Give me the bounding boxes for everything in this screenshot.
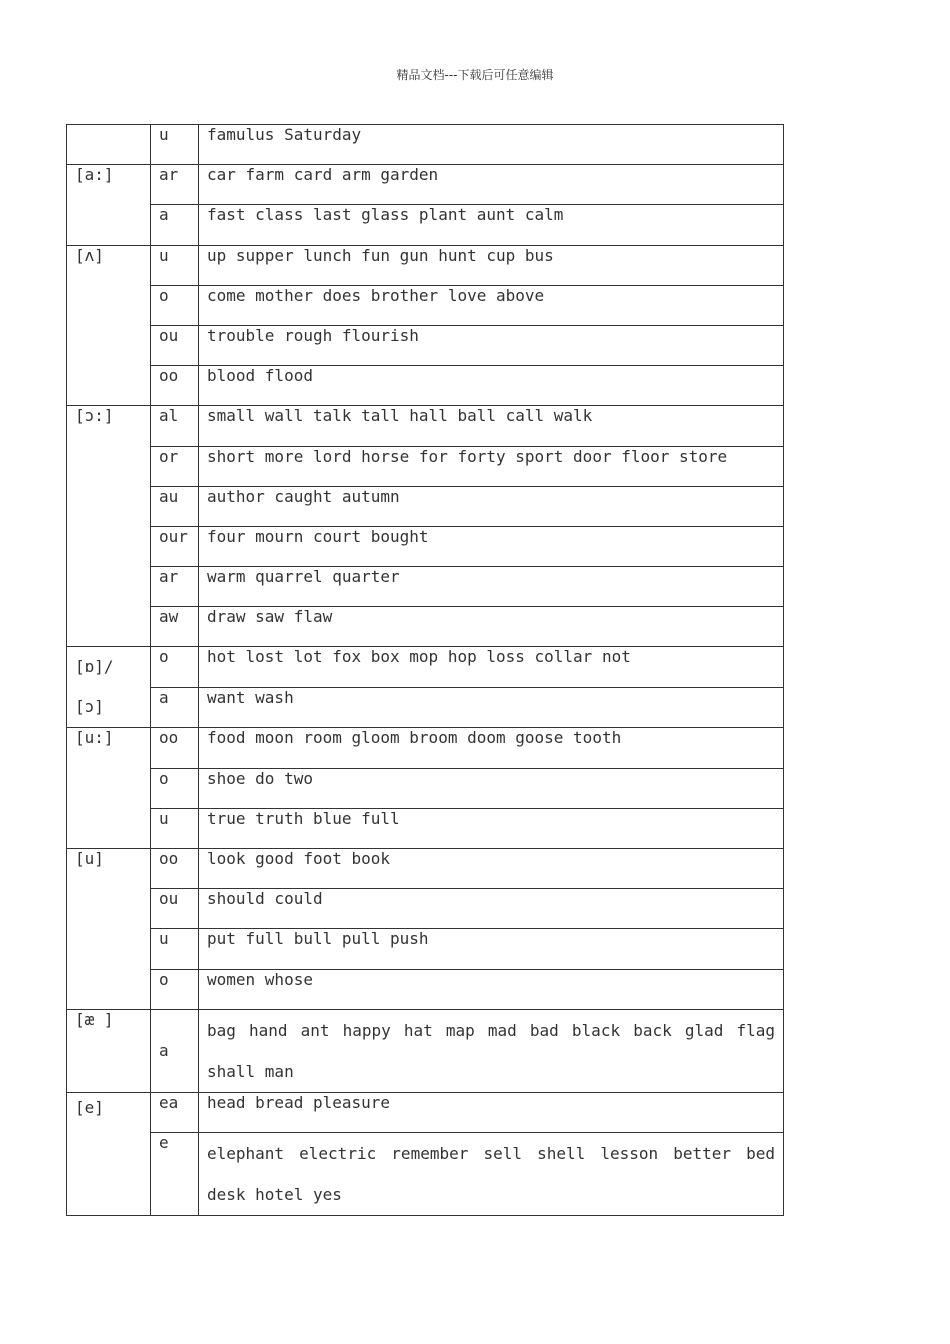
phoneme-cell: [æ ] [67,1009,151,1092]
table-row [67,486,784,526]
examples-cell: famulus Saturday [199,125,784,165]
examples-cell: bag hand ant happy hat map mad bad black back glad flag shall man [199,1009,784,1092]
table-row [67,849,784,889]
table-row [67,406,784,446]
table-row [67,1009,784,1092]
phoneme-cell [67,125,151,165]
letters-cell: ou [151,889,199,929]
examples-cell: put full bull pull push [199,929,784,969]
table-row [67,567,784,607]
letters-cell: or [151,446,199,486]
table-row [67,1132,784,1215]
phoneme-cell: [ɔ:] [67,406,151,647]
letters-cell: u [151,929,199,969]
table-row [67,647,784,688]
letters-cell: u [151,808,199,848]
phoneme-cell: [a:] [67,165,151,245]
letters-cell: al [151,406,199,446]
phonics-table [66,124,784,1216]
table-row [67,728,784,768]
examples-cell: small wall talk tall hall ball call walk [199,406,784,446]
table-row [67,205,784,245]
examples-cell: should could [199,889,784,929]
letters-cell: o [151,969,199,1009]
table-row [67,526,784,566]
examples-cell: car farm card arm garden [199,165,784,205]
phoneme-line: [ɔ] [75,697,104,717]
examples-cell: four mourn court bought [199,526,784,566]
examples-cell: draw saw flaw [199,607,784,647]
letters-cell: oo [151,366,199,406]
table-row [67,245,784,285]
examples-cell: warm quarrel quarter [199,567,784,607]
examples-cell: food moon room gloom broom doom goose tooth [199,728,784,768]
examples-cell: shoe do two [199,768,784,808]
examples-cell: trouble rough flourish [199,325,784,365]
examples-cell: head bread pleasure [199,1092,784,1132]
table-row [67,808,784,848]
table-row [67,607,784,647]
letters-cell: o [151,647,199,688]
page-header: 精品文档---下载后可任意编辑 [396,68,554,82]
letters-cell: e [151,1132,199,1215]
letters-cell: oo [151,728,199,768]
table-row [67,1092,784,1132]
examples-cell: want wash [199,687,784,728]
phoneme-cell [67,647,151,728]
letters-cell: o [151,285,199,325]
examples-cell: true truth blue full [199,808,784,848]
letters-cell: u [151,125,199,165]
phoneme-cell: [u] [67,849,151,1010]
letters-cell: u [151,245,199,285]
letters-cell: au [151,486,199,526]
letters-cell: aw [151,607,199,647]
examples-cell: women whose [199,969,784,1009]
letters-cell: a [151,687,199,728]
phoneme-cell: [ʌ] [67,245,151,406]
letters-cell: oo [151,849,199,889]
letters-cell: o [151,768,199,808]
examples-cell: blood flood [199,366,784,406]
table-row [67,768,784,808]
phoneme-cell: [u:] [67,728,151,849]
letters-cell: a [151,1009,199,1092]
examples-cell: author caught autumn [199,486,784,526]
letters-cell: ar [151,567,199,607]
examples-cell: fast class last glass plant aunt calm [199,205,784,245]
phoneme-cell: [e] [67,1092,151,1215]
phoneme-line: [ɒ]/ [75,657,114,677]
table-row [67,889,784,929]
examples-cell: short more lord horse for forty sport door floor store [199,446,784,486]
table-row [67,446,784,486]
table-row [67,366,784,406]
table-row [67,325,784,365]
examples-cell: look good foot book [199,849,784,889]
letters-cell: ar [151,165,199,205]
letters-cell: a [151,205,199,245]
letters-cell: ou [151,325,199,365]
examples-cell: hot lost lot fox box mop hop loss collar not [199,647,784,688]
table-row [67,285,784,325]
table-row [67,687,784,728]
table-row [67,969,784,1009]
examples-cell: come mother does brother love above [199,285,784,325]
letters-cell: our [151,526,199,566]
examples-cell: up supper lunch fun gun hunt cup bus [199,245,784,285]
examples-cell: elephant electric remember sell shell lesson better bed desk hotel yes [199,1132,784,1215]
letters-cell: ea [151,1092,199,1132]
table-row [67,125,784,165]
table-row [67,929,784,969]
table-row [67,165,784,205]
